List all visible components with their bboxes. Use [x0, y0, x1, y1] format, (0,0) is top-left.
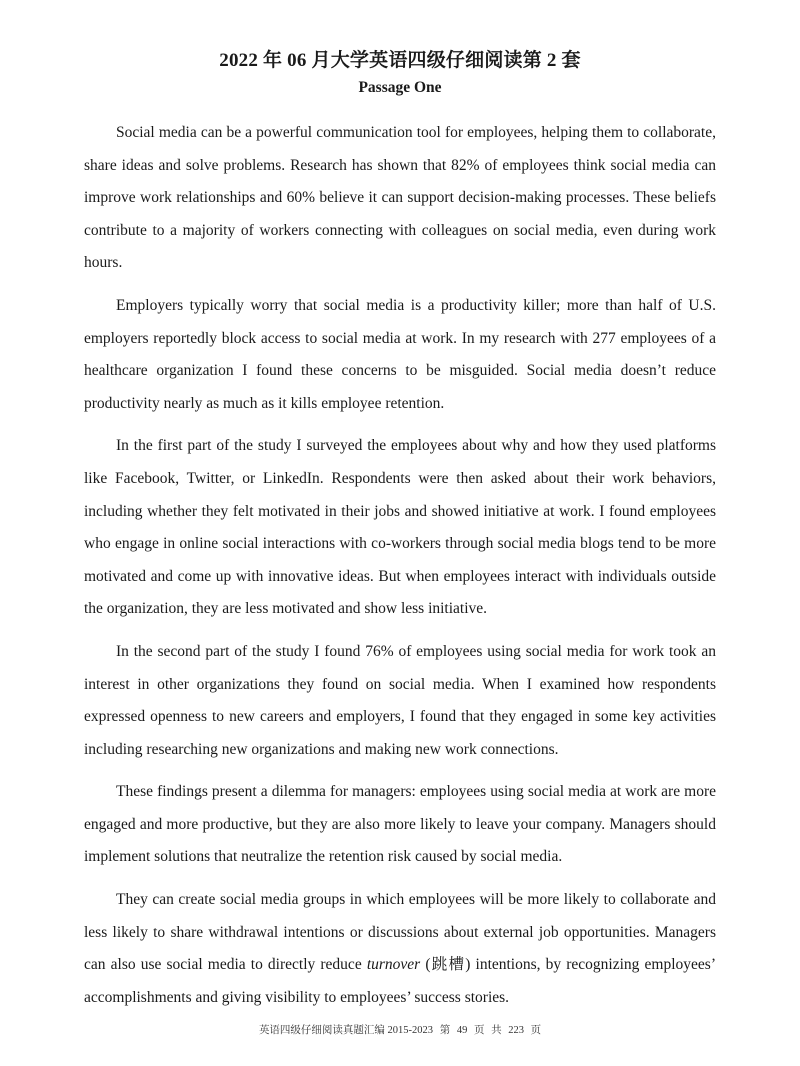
paragraph-5: These findings present a dilemma for managers: employees using social media at work are more engaged and more productive, but they are also more likely to leave your company. Managers should implement solutions that neutralize the retention risk caused by social media.	[84, 783, 716, 866]
glossed-word: turnover	[366, 956, 421, 974]
passage-body	[84, 117, 716, 1024]
footer-page-number: 49	[456, 1025, 468, 1036]
paragraph-1: Social media can be a powerful communication tool for employees, helping them to collaborate, share ideas and solve problems. Research has shown that 82% of employees think social media can improve work relationships and 60% believe it can support decision-making processes. These beliefs contribute to a majority of workers connecting with colleagues on social media, even during work hours.	[84, 124, 716, 272]
footer-total-label: 共	[491, 1025, 502, 1036]
passage-heading: Passage One	[358, 79, 442, 96]
footer-total-unit: 页	[530, 1025, 542, 1036]
footer-page-unit: 页	[473, 1025, 485, 1036]
page-title: 2022 年 06 月大学英语四级仔细阅读第 2 套	[219, 50, 581, 71]
paragraph-6-text-after: (跳槽) intentions, by recognizing employees’ accomplishments and giving visibility to employees’ success stories.	[84, 956, 716, 1006]
paragraph-2: Employers typically worry that social media is a productivity killer; more than half of U.S. employers reportedly block access to social media at work. In my research with 277 employees of a healthcare organization I found these concerns to be misguided. Social media doesn’t reduce productivity nearly as much as it kills employee retention.	[84, 296, 716, 412]
footer-total-pages: 223	[508, 1025, 524, 1036]
paragraph-6	[84, 884, 716, 1014]
footer-page-label: 第	[439, 1025, 451, 1036]
page-footer	[0, 1022, 800, 1037]
paragraph-6-text-before: They can create social media groups in which employees will be more likely to collaborate and less likely to share withdrawal intentions or discussions about external job opportunities. Managers can also use social media to directly reduce	[84, 891, 716, 974]
paragraph-4: In the second part of the study I found 76% of employees using social media for work took an interest in other organizations they found on social media. When I examined how respondents expressed openness to new careers and employers, I found that they engaged in some key activities including researching new organizations and making new work connections.	[84, 642, 716, 758]
footer-source: 英语四级仔细阅读真题汇编 2015-2023	[258, 1025, 434, 1036]
paragraph-3: In the first part of the study I surveyed the employees about why and how they used platforms like Facebook, Twitter, or LinkedIn. Respondents were then asked about their work behaviors, including whether they felt motivated in their jobs and showed initiative at work. I found employees who engage in online social interactions with co-workers through social media blogs tend to be more motivated and come up with innovative ideas. But when employees interact with individuals outside the organization, they are less motivated and show less initiative.	[84, 437, 716, 618]
